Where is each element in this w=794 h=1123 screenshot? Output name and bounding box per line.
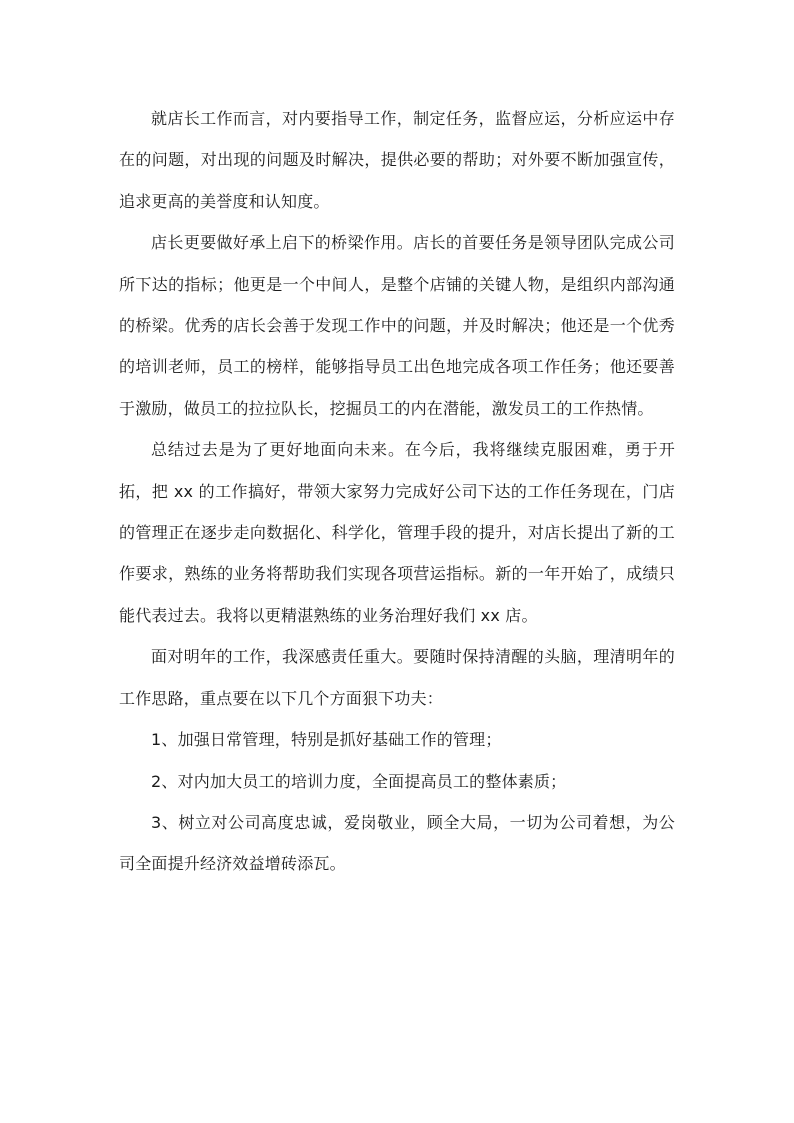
paragraph-summary-future: 总结过去是为了更好地面向未来。在今后，我将继续克服困难，勇于开拓，把 xx 的工作搞好，带领大家努力完成好公司下达的工作任务现在，门店的管理正在逐步走向数据化、科学化，管理手段的提升，对店长提出了新的工作要求，熟练的业务将帮助我们实现各项营运指标。新的一年开始了，成绩只能代表过去。我将以更精湛熟练的业务治理好我们 xx 店。 bbox=[119, 440, 675, 625]
paragraph-store-manager-duties: 就店长工作而言，对内要指导工作，制定任务，监督应运，分析应运中存在的问题，对出现的问题及时解决，提供必要的帮助；对外要不断加强宣传，追求更高的美誉度和认知度。 bbox=[119, 109, 675, 211]
paragraph-bridge-role: 店长更要做好承上启下的桥梁作用。店长的首要任务是领导团队完成公司所下达的指标；他更是一个中间人，是整个店铺的关键人物，是组织内部沟通的桥梁。优秀的店长会善于发现工作中的问题，并及时解决；他还是一个优秀的培训老师，员工的榜样，能够指导员工出色地完成各项工作任务；他还要善于激励，做员工的拉拉队长，挖掘员工的内在潜能，激发员工的工作热情。 bbox=[119, 233, 675, 418]
document-body bbox=[119, 98, 675, 885]
paragraph-next-year-plan: 面对明年的工作，我深感责任重大。要随时保持清醒的头脑，理清明年的工作思路，重点要在以下几个方面狠下功夫： bbox=[119, 647, 675, 708]
list-item-1: 1、加强日常管理，特别是抓好基础工作的管理； bbox=[151, 730, 502, 750]
list-item-2: 2、对内加大员工的培训力度，全面提高员工的整体素质； bbox=[151, 771, 567, 791]
list-item-3: 3、树立对公司高度忠诚，爱岗敬业，顾全大局，一切为公司着想，为公司全面提升经济效益增砖添瓦。 bbox=[119, 812, 675, 874]
